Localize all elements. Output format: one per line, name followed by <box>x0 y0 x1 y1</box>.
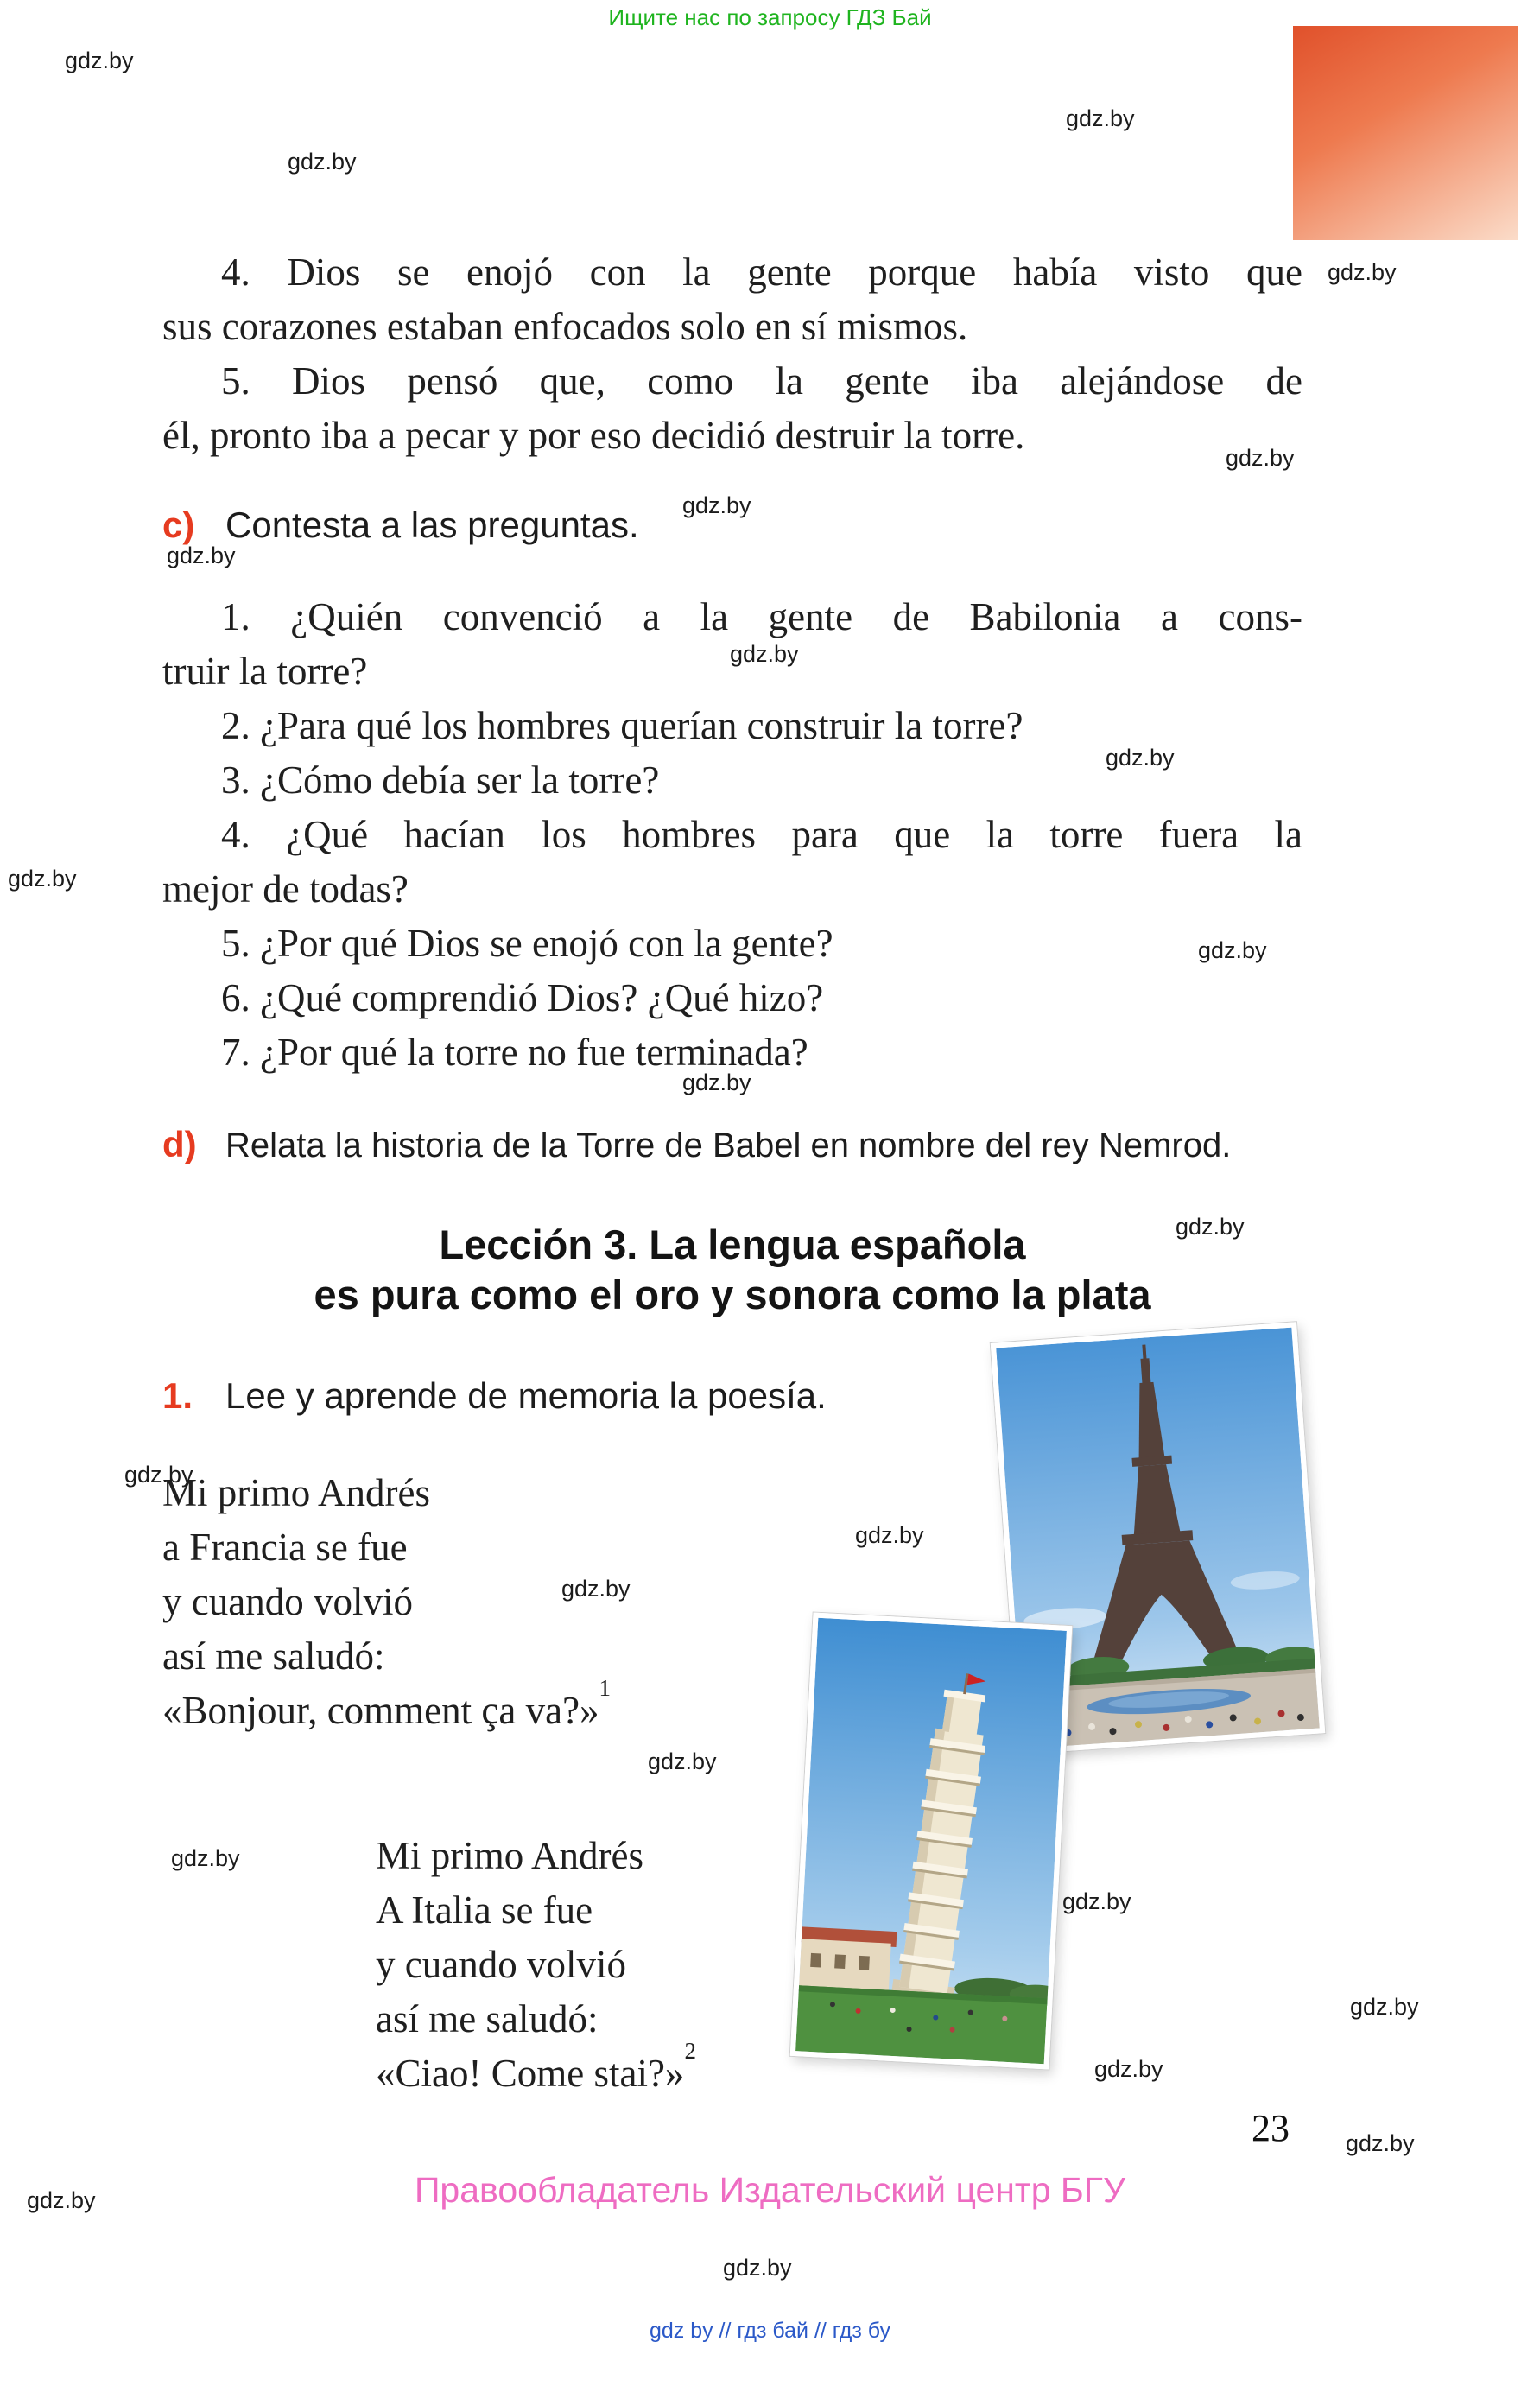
task-d-row <box>162 1117 1302 1173</box>
poem-line: y cuando volvió <box>162 1580 413 1623</box>
question-line: 5. ¿Por qué Dios se enojó con la gente? <box>221 922 833 965</box>
text-line: él, pronto iba a pecar y por eso decidió destruir la torre. <box>162 414 1025 457</box>
watermark: gdz.by <box>1328 259 1397 285</box>
text-line: 5. Dios pensó que, como la gente iba alejándose de <box>221 359 1302 403</box>
footnote-marker: 2 <box>684 2038 696 2064</box>
lesson-title-line: Lección 3. La lengua española <box>439 1222 1026 1267</box>
poem-line: a Francia se fue <box>162 1526 408 1569</box>
paragraph-item-5 <box>162 354 1302 463</box>
poem-line: así me saludó: <box>376 1997 599 2040</box>
task-c-text: Contesta a las preguntas. <box>225 504 639 545</box>
watermark: gdz.by <box>730 641 799 667</box>
question-line: 6. ¿Qué comprendió Dios? ¿Qué hizo? <box>221 976 824 1019</box>
exercise-1-text: Lee y aprende de memoria la poesía. <box>225 1375 827 1416</box>
watermark: gdz.by <box>561 1576 631 1602</box>
question-line: 1. ¿Quién convenció a la gente de Babilonia a cons- <box>221 595 1302 638</box>
question-line: truir la torre? <box>162 650 368 693</box>
task-d-text: Relata la historia de la Torre de Babel en nombre del rey Nemrod. <box>225 1126 1232 1164</box>
publisher-line: Правообладатель Издательский центр БГУ <box>414 2170 1126 2210</box>
watermark: gdz.by <box>288 149 357 175</box>
question-line: 2. ¿Para qué los hombres querían construir la torre? <box>221 704 1023 747</box>
poem-line: Mi primo Andrés <box>162 1471 430 1514</box>
watermark: gdz.by <box>723 2255 792 2281</box>
paragraph-item-4 <box>162 245 1302 354</box>
top-banner-text: Ищите нас по запросу ГДЗ Бай <box>608 4 932 30</box>
watermark: gdz.by <box>8 866 77 892</box>
watermark: gdz.by <box>167 543 236 568</box>
text-line: sus corazones estaban enfocados solo en sí mismos. <box>162 305 968 348</box>
question-line: 3. ¿Cómo debía ser la torre? <box>221 758 660 802</box>
question-line: mejor de todas? <box>162 867 409 911</box>
poem-line: y cuando volvió <box>376 1943 626 1986</box>
poem-line: Mi primo Andrés <box>376 1834 643 1877</box>
watermark: gdz.by <box>1176 1214 1245 1240</box>
lesson-title <box>162 1220 1302 1320</box>
watermark: gdz.by <box>1066 105 1135 131</box>
watermark: gdz.by <box>855 1522 924 1548</box>
orange-gradient-decoration <box>1293 26 1518 240</box>
page-content <box>162 245 1302 2101</box>
footnote-marker: 1 <box>599 1675 612 1701</box>
watermark: gdz.by <box>648 1748 717 1774</box>
watermark: gdz.by <box>1346 2130 1415 2156</box>
watermark: gdz.by <box>1062 1888 1131 1914</box>
watermark: gdz.by <box>124 1462 193 1488</box>
watermark: gdz.by <box>682 492 751 518</box>
watermark: gdz.by <box>1106 745 1175 771</box>
task-c-label: c) <box>162 504 195 545</box>
poem-line: A Italia se fue <box>376 1888 593 1932</box>
watermark: gdz.by <box>1350 1994 1419 2020</box>
watermark: gdz.by <box>1226 445 1295 471</box>
watermark: gdz.by <box>65 48 134 73</box>
poem-line-text: «Bonjour, comment ça va?» <box>162 1689 599 1732</box>
watermark: gdz.by <box>171 1845 240 1871</box>
footer-links[interactable]: gdz by // гдз бай // гдз бу <box>649 2319 891 2343</box>
poem-line: así me saludó: <box>162 1634 385 1678</box>
exercise-1-number: 1. <box>162 1375 193 1416</box>
pisa-tower-photo <box>790 1613 1072 2070</box>
question-line: 4. ¿Qué hacían los hombres para que la torre fuera la <box>221 813 1302 856</box>
poem-line-text: «Ciao! Come stai?» <box>376 2052 685 2095</box>
watermark: gdz.by <box>682 1069 751 1095</box>
task-d-label: d) <box>162 1124 197 1164</box>
watermark: gdz.by <box>27 2187 96 2213</box>
pisa-tower-illustration <box>795 1618 1067 2064</box>
watermark: gdz.by <box>1198 937 1267 963</box>
watermark: gdz.by <box>1094 2056 1163 2082</box>
lesson-title-line: es pura como el oro y sonora como la plata <box>314 1272 1151 1317</box>
text-line: 4. Dios se enojó con la gente porque había visto que <box>221 251 1302 294</box>
question-line: 7. ¿Por qué la torre no fue terminada? <box>221 1031 808 1074</box>
page-number: 23 <box>1252 2107 1290 2149</box>
